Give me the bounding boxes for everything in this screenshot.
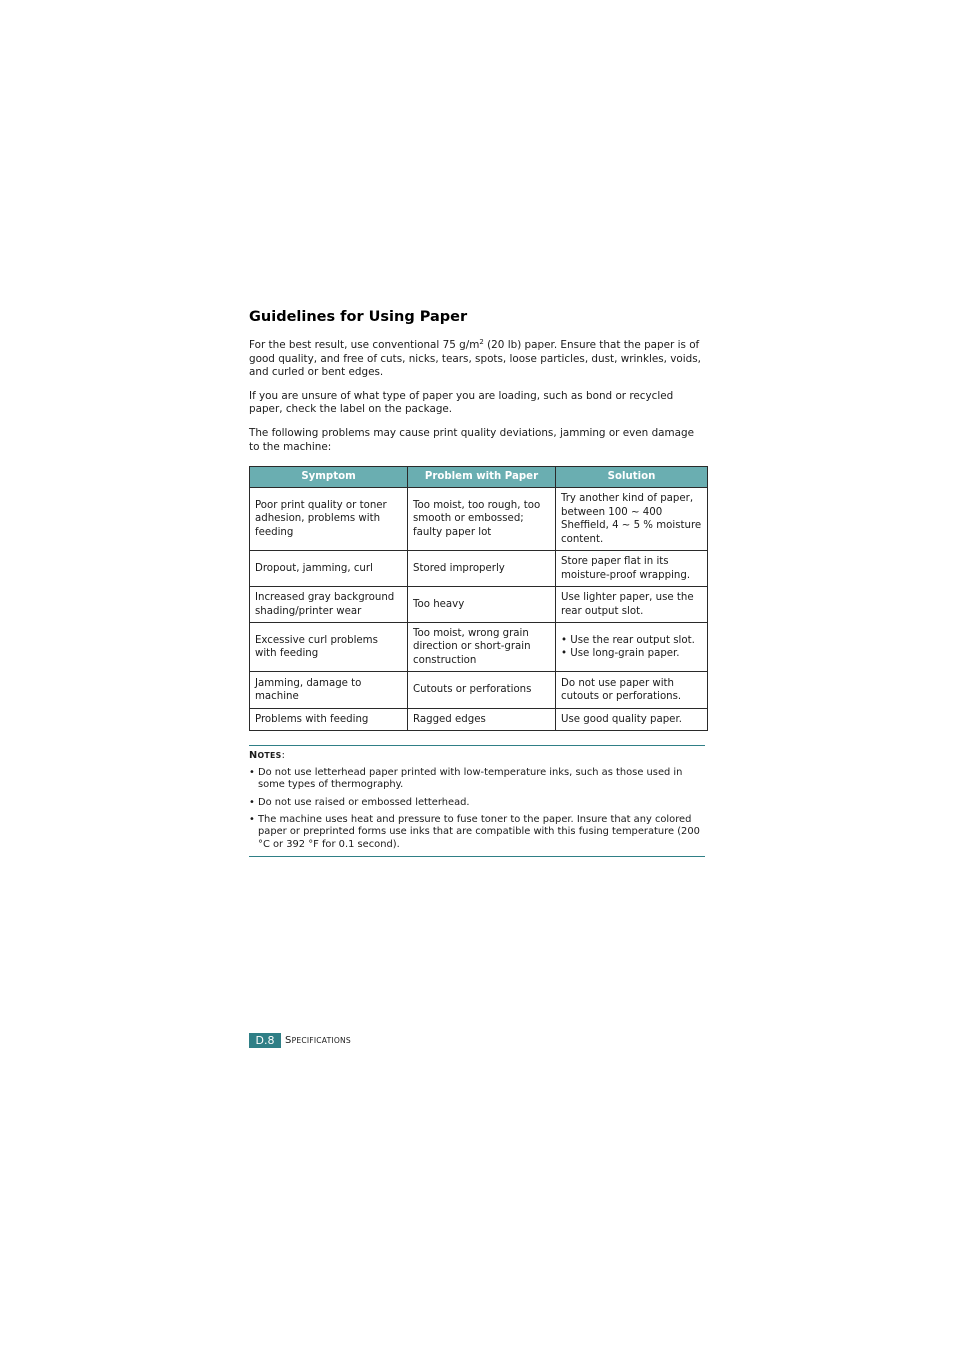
- note-text: The machine uses heat and pressure to fuse toner to the paper. Insure that any colored paper or preprinted forms use inks that are compatible with this fusing temperature (200 °C or 392 °F for 0.1 second).: [258, 814, 700, 850]
- solution-cell: [556, 623, 708, 672]
- table-row: [250, 587, 708, 623]
- page-number-badge: D.8: [249, 1033, 281, 1048]
- table-row: [250, 672, 708, 709]
- symptom-cell: Excessive curl problems with feeding: [250, 623, 408, 672]
- intro-text-start: For the best result, use conventional 75 g/m: [249, 339, 480, 351]
- problem-cell: Ragged edges: [408, 709, 556, 731]
- bullet-icon: •: [249, 767, 255, 779]
- notes-title-initial: N: [249, 750, 258, 762]
- section-initial: S: [285, 1034, 292, 1046]
- header-problem: Problem with Paper: [408, 467, 556, 488]
- paper-problems-table: [249, 466, 708, 731]
- problem-cell: Too heavy: [408, 587, 556, 623]
- symptom-cell: Poor print quality or toner adhesion, problems with feeding: [250, 488, 408, 551]
- note-item: [249, 767, 705, 792]
- superscript: 2: [479, 338, 484, 346]
- solution-line: • Use the rear output slot.: [561, 634, 695, 646]
- header-symptom: Symptom: [250, 467, 408, 488]
- symptom-cell: Problems with feeding: [250, 709, 408, 731]
- solution-cell: [556, 672, 708, 709]
- symptom-cell: Increased gray background shading/printer wear: [250, 587, 408, 623]
- notes-box: [249, 745, 705, 857]
- problem-cell: Stored improperly: [408, 551, 556, 587]
- page-content: [249, 309, 707, 857]
- paper-type-paragraph: If you are unsure of what type of paper you are loading, such as bond or recycled paper, check the label on the package.: [249, 389, 674, 416]
- note-text: Do not use letterhead paper printed with low-temperature inks, such as those used in some types of thermography.: [258, 767, 683, 791]
- notes-title-colon: :: [281, 750, 286, 762]
- note-item: [249, 797, 705, 809]
- solution-line: Do not use paper with cutouts or perforations.: [561, 677, 682, 703]
- table-header-row: [250, 467, 708, 488]
- solution-cell: [556, 488, 708, 551]
- solution-cell: [556, 551, 708, 587]
- page-title: Guidelines for Using Paper: [249, 309, 468, 325]
- intro-paragraph: [249, 339, 707, 380]
- solution-cell: [556, 587, 708, 623]
- solution-line: Store paper flat in its moisture-proof wrapping.: [561, 556, 691, 581]
- solution-line: Use good quality paper.: [561, 713, 682, 725]
- section-rest: PECIFICATIONS: [291, 1035, 351, 1045]
- bullet-icon: •: [249, 814, 255, 826]
- section-name: [285, 1035, 351, 1046]
- problem-cell: Cutouts or perforations: [408, 672, 556, 709]
- page-footer: [249, 1032, 351, 1048]
- notes-title: [249, 750, 705, 761]
- notes-title-rest: OTES: [257, 751, 282, 761]
- note-text: Do not use raised or embossed letterhead.: [258, 796, 470, 808]
- note-item: [249, 814, 705, 851]
- table-row: [250, 551, 708, 587]
- problem-cell: Too moist, too rough, too smooth or embossed; faulty paper lot: [408, 488, 556, 551]
- solution-line: • Use long-grain paper.: [561, 648, 680, 660]
- symptom-cell: Dropout, jamming, curl: [250, 551, 408, 587]
- solution-line: Use lighter paper, use the rear output slot.: [561, 592, 694, 617]
- problem-cell: Too moist, wrong grain direction or short-grain construction: [408, 623, 556, 672]
- bullet-icon: •: [249, 796, 255, 808]
- header-solution: Solution: [556, 467, 708, 488]
- intro-text-end: (20 lb) paper. Ensure that the paper is of good quality, and free of cuts, nicks, tears, spots, loose particles, dust, wrinkles, voids, and curled or bent edges.: [249, 339, 701, 379]
- solution-cell: [556, 709, 708, 731]
- solution-line: Try another kind of paper, between 100 ~ 400 Sheffield, 4 ~ 5 % moisture content.: [561, 492, 702, 545]
- table-row: [250, 488, 708, 551]
- problems-paragraph: The following problems may cause print quality deviations, jamming or even damage to the machine:: [249, 426, 695, 453]
- table-row: [250, 623, 708, 672]
- symptom-cell: Jamming, damage to machine: [250, 672, 408, 709]
- table-row: [250, 709, 708, 731]
